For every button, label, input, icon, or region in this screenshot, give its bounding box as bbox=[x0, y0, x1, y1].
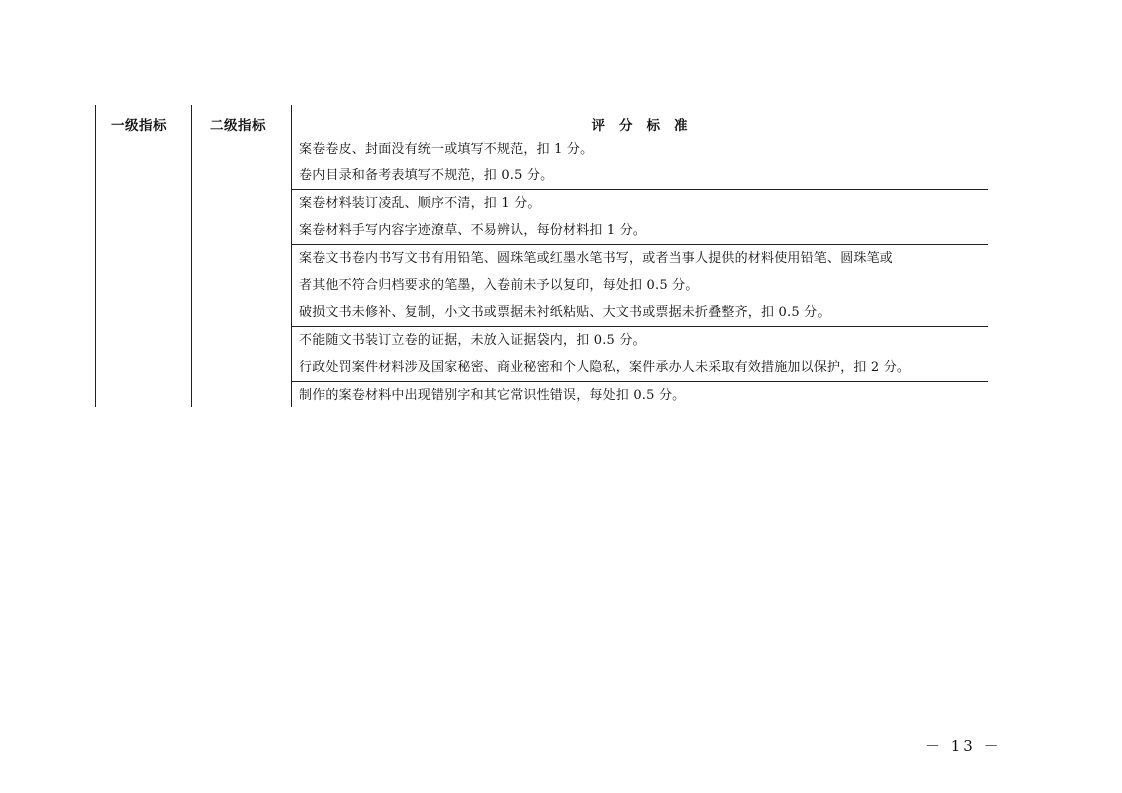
criteria-column bbox=[291, 137, 988, 409]
criteria-line: 案卷材料手写内容字迹潦草、不易辨认，每份材料扣 1 分。 bbox=[299, 223, 647, 238]
criteria-line: 制作的案卷材料中出现错别字和其它常识性错误，每处扣 0.5 分。 bbox=[299, 388, 686, 403]
criteria-line: 案卷文书卷内书写文书有用铅笔、圆珠笔或红墨水笔书写，或者当事人提供的材料使用铅笔、圆珠笔或 bbox=[299, 251, 894, 266]
criteria-line: 行政处罚案件材料涉及国家秘密、商业秘密和个人隐私，案件承办人未采取有效措施加以保护，扣 2 分。 bbox=[299, 360, 911, 375]
criteria-line: 不能随文书装订立卷的证据，未放入证据袋内，扣 0.5 分。 bbox=[299, 333, 646, 348]
header-scoring-criteria: 评分标准 bbox=[591, 118, 702, 134]
criteria-group bbox=[291, 382, 988, 409]
header-level1-indicator: 一级指标 bbox=[111, 118, 167, 134]
criteria-group bbox=[291, 327, 988, 382]
criteria-line: 案卷卷皮、封面没有统一或填写不规范，扣 1 分。 bbox=[299, 142, 594, 157]
criteria-group bbox=[291, 137, 988, 190]
criteria-group bbox=[291, 245, 988, 327]
criteria-line: 破损文书未修补、复制，小文书或票据未衬纸粘贴、大文书或票据未折叠整齐，扣 0.5 分。 bbox=[299, 305, 831, 320]
criteria-line: 卷内目录和备考表填写不规范，扣 0.5 分。 bbox=[299, 168, 554, 183]
table-left-border bbox=[95, 105, 96, 407]
criteria-line: 案卷材料装订凌乱、顺序不清，扣 1 分。 bbox=[299, 196, 541, 211]
criteria-line: 者其他不符合归档要求的笔墨，入卷前未予以复印，每处扣 0.5 分。 bbox=[299, 278, 699, 293]
header-level2-indicator: 二级指标 bbox=[210, 118, 266, 134]
criteria-group bbox=[291, 190, 988, 245]
column-divider-1 bbox=[191, 105, 192, 407]
scoring-table bbox=[95, 105, 988, 407]
page-number: － 13 － bbox=[925, 737, 1002, 755]
